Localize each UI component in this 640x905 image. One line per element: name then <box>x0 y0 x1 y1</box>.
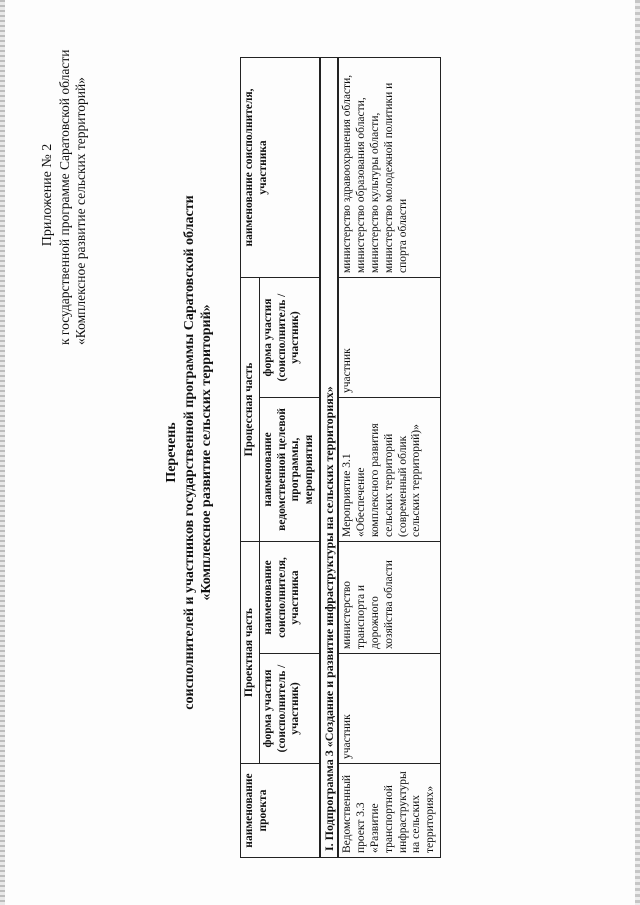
heading-line-3: «Комплексное развитие сельских территорий» <box>199 304 214 601</box>
table-section-row <box>320 57 338 857</box>
cell-process-executor: министерство здравоохранения области, министерство образования области, министерство культуры области, министерство молодежной политики и спорта области <box>338 57 440 277</box>
header-process-part: Процессная часть <box>241 277 260 541</box>
header-project-name: наименование проекта <box>241 764 320 858</box>
cell-program-name: Мероприятие 3.1 «Обеспечение комплексного развития сельских территорий (современный облик сельских территорий)» <box>338 397 440 541</box>
header-project-form: форма участия (соисполнитель / участник) <box>259 654 320 764</box>
appendix-body: к государственной программе Саратовской области «Комплексное развитие сельских территорий» <box>56 49 88 345</box>
cell-project-name: Ведомственный проект 3.3 «Развитие транспортной инфраструктуры на сельских территориях» <box>338 764 440 858</box>
appendix-title: Приложение № 2 <box>40 143 55 247</box>
table-header-row-groups <box>241 57 260 857</box>
header-project-executor: наименование соисполнителя, участника <box>259 541 320 653</box>
table-row <box>338 57 440 857</box>
header-process-form: форма участия (соисполнитель / участник) <box>259 277 320 397</box>
cell-project-form: участник <box>338 654 440 764</box>
heading-line-1: Перечень <box>164 422 179 483</box>
cell-project-executor: министерство транспорта и дорожного хозяйства области <box>338 541 440 653</box>
header-process-executor: наименование соисполнителя, участника <box>241 57 320 277</box>
section-title: I. Подпрограмма 3 «Создание и развитие инфраструктуры на сельских территориях» <box>321 386 336 851</box>
cell-process-form: участник <box>338 277 440 397</box>
header-project-part: Проектная часть <box>241 541 260 763</box>
heading-line-2: соисполнителей и участников государственной программы Саратовской области <box>181 195 197 710</box>
appendix-block <box>40 45 89 345</box>
document-heading <box>163 80 216 825</box>
participants-table <box>240 57 441 858</box>
header-program-name: наименование ведомственной целевой программы, мероприятия <box>259 397 320 541</box>
